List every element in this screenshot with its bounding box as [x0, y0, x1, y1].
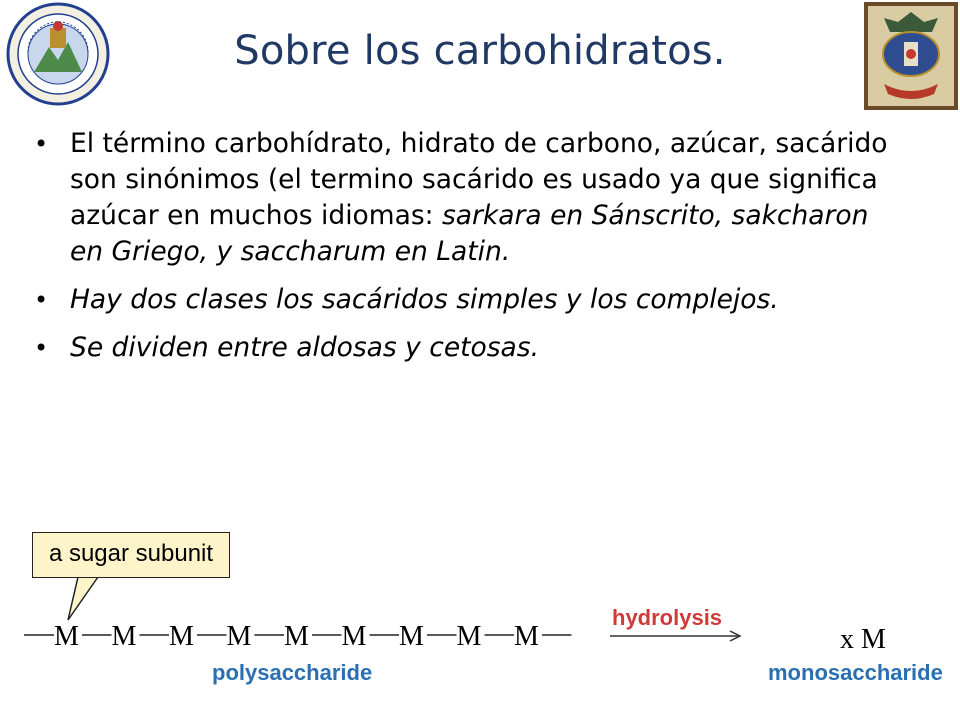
- slide-title: Sobre los carbohidratos.: [234, 28, 726, 74]
- bullet-text: Hay dos clases los sacáridos simples y los complejos.: [70, 284, 779, 315]
- bullet-icon: •: [34, 334, 49, 362]
- sugar-unit: M: [399, 621, 424, 652]
- sugar-unit: M: [341, 621, 367, 652]
- bullet-text-regular: El término carbohídrato, hidrato de carbono, azúcar, sacárido son sinónimos (el termino sacárido es usado ya que significa azúcar en muchos idiomas:: [70, 128, 888, 231]
- sugar-unit: M: [54, 621, 79, 652]
- monosaccharide-label: monosaccharide: [768, 660, 943, 685]
- product-label: x M: [840, 624, 886, 655]
- bullet-item: [34, 282, 894, 318]
- sugar-unit: M: [284, 621, 309, 652]
- sugar-unit: M: [226, 621, 252, 652]
- polysaccharide-label: polysaccharide: [212, 660, 373, 685]
- faculty-crest-logo: [864, 2, 958, 110]
- sugar-unit: M: [111, 621, 137, 652]
- bullet-text-italic: sarkara en Sánscrito, sakcharon en Griego, y saccharum en Latin.: [70, 200, 869, 267]
- bullet-list: [34, 126, 894, 378]
- bullet-item: [34, 330, 894, 366]
- sugar-unit: M: [514, 621, 539, 652]
- hydrolysis-label: hydrolysis: [612, 605, 723, 630]
- sugar-unit: M: [456, 621, 482, 652]
- bullet-item: [34, 126, 894, 270]
- sugar-unit: M: [169, 621, 194, 652]
- hydrolysis-diagram: [0, 520, 960, 720]
- bullet-text: Se dividen entre aldosas y cetosas.: [70, 332, 540, 363]
- sugar-subunit-callout: a sugar subunit: [32, 532, 230, 578]
- bullet-icon: •: [34, 286, 49, 314]
- bullet-icon: •: [34, 130, 49, 158]
- university-seal-logo: [4, 2, 112, 106]
- callout-pointer: [68, 577, 98, 620]
